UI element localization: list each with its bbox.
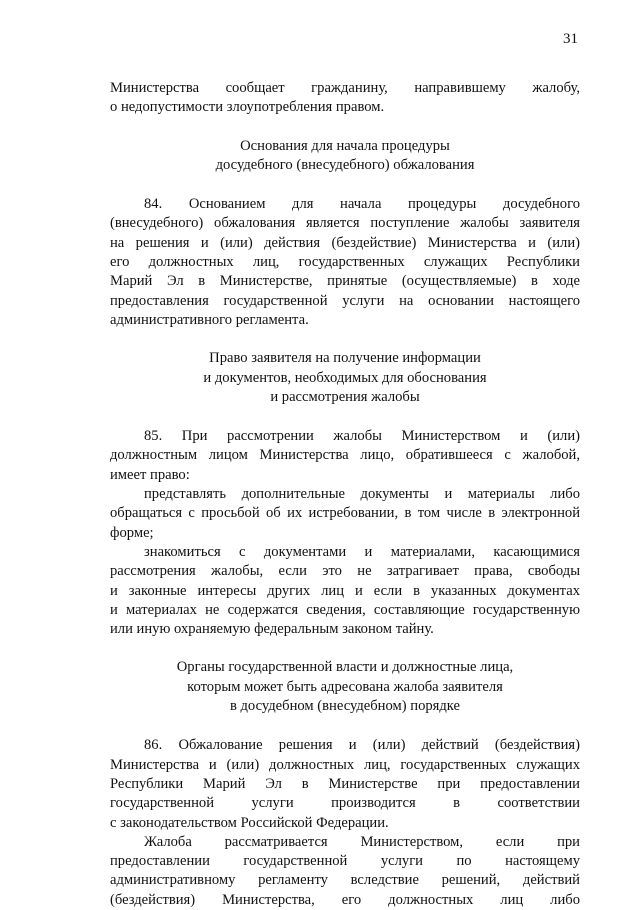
text-line: имеет право:	[110, 466, 190, 483]
text-line: или иную охраняемую федеральным законом тайну.	[110, 621, 434, 638]
heading-line: досудебного (внесудебного) обжалования	[215, 156, 475, 173]
text-line: административного регламента.	[110, 311, 309, 328]
text-line: 86. Обжалование решения и (или) действий (бездействия)	[144, 737, 580, 754]
heading-line: и рассмотрения жалобы	[270, 388, 420, 405]
text-line: государственной услуги производится в соответствии	[110, 795, 580, 812]
text-line: и законные интересы других лиц и если в указанных документах	[110, 582, 580, 599]
text-line: о недопустимости злоупотребления правом.	[110, 99, 385, 116]
text-line: предоставлении государственной услуги по настоящему	[110, 853, 580, 870]
text-line: Министерства и (или) должностных лиц, государственных служащих	[110, 756, 580, 773]
text-line: его должностных лиц, государственных служащих Республики	[110, 254, 580, 271]
text-line: обращаться с просьбой об их истребовании, в том числе в электронной	[110, 505, 580, 522]
page-number: 31	[563, 31, 578, 47]
text-line: и материалах не содержатся сведения, составляющие государственную	[110, 601, 580, 618]
text-line: Республики Марий Эл в Министерстве при предоставлении	[110, 775, 580, 792]
paragraph	[110, 79, 580, 118]
text-line: с законодательством Российской Федерации.	[110, 814, 389, 831]
heading-line: Органы государственной власти и должностные лица,	[176, 659, 514, 676]
section-heading	[110, 137, 580, 176]
text-line: рассмотрения жалобы, если это не затрагивает права, свободы	[110, 563, 580, 580]
paragraph	[110, 736, 580, 910]
text-line: Жалоба рассматривается Министерством, если при	[144, 833, 580, 850]
document-body	[110, 79, 580, 910]
spacer	[110, 407, 580, 427]
spacer	[110, 639, 580, 658]
text-line: форме;	[110, 524, 154, 541]
text-line: 85. При рассмотрении жалобы Министерством и (или)	[144, 428, 580, 445]
text-line: административному регламенту вследствие решений, действий	[110, 872, 580, 889]
heading-line: Основания для начала процедуры	[240, 137, 450, 154]
heading-line: и документов, необходимых для обоснования	[203, 369, 487, 386]
spacer	[110, 118, 580, 137]
text-line: представлять дополнительные документы и материалы либо	[144, 486, 580, 503]
text-line: на решения и (или) действия (бездействие) Министерства и (или)	[110, 234, 580, 251]
spacer	[110, 175, 580, 195]
text-line: (бездействия) Министерства, его должностных лиц либо	[110, 891, 580, 908]
text-line: Марий Эл в Министерстве, принятые (осуществляемые) в ходе	[110, 273, 580, 290]
text-line: должностным лицом Министерства лицо, обратившееся с жалобой,	[110, 447, 580, 464]
heading-line: которым может быть адресована жалоба заявителя	[187, 678, 503, 695]
spacer	[110, 330, 580, 349]
text-line: 84. Основанием для начала процедуры досудебного	[144, 196, 580, 213]
paragraph	[110, 195, 580, 330]
section-heading	[110, 349, 580, 407]
text-line: Министерства сообщает гражданину, направившему жалобу,	[110, 80, 580, 96]
spacer	[110, 716, 580, 736]
section-heading	[110, 658, 580, 716]
text-line: знакомиться с документами и материалами, касающимися	[144, 543, 580, 560]
heading-line: в досудебном (внесудебном) порядке	[229, 698, 461, 715]
text-line: предоставления государственной услуги на основании настоящего	[110, 292, 580, 309]
paragraph	[110, 427, 580, 639]
heading-line: Право заявителя на получение информации	[209, 350, 481, 367]
text-line: (внесудебного) обжалования является поступление жалобы заявителя	[110, 215, 580, 232]
